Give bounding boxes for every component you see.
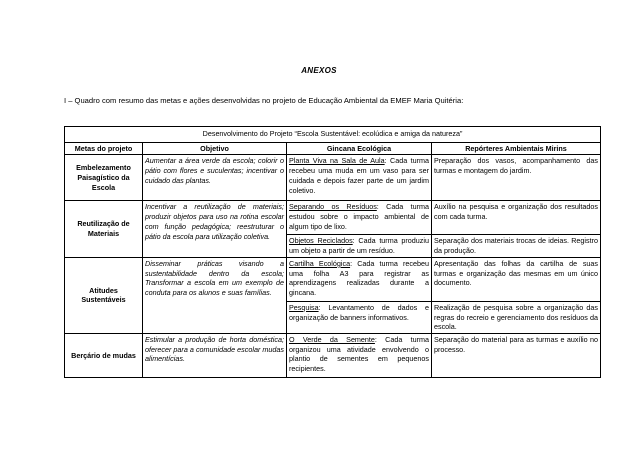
gincana-cell xyxy=(287,333,432,377)
activity-title: O Verde da Semente xyxy=(289,334,375,344)
reporteres-cell: Preparação dos vasos, acompanhamento das turmas e montagem do jardim. xyxy=(432,155,601,201)
reporteres-cell: Apresentação das folhas da cartilha de suas turmas e organização das mesmas em um único documento. xyxy=(432,257,601,301)
reporteres-cell: Auxílio na pesquisa e organização dos resultados com cada turma. xyxy=(432,201,601,235)
activity-title: Planta Viva na Sala de Aula xyxy=(289,156,385,166)
header-objetivo: Objetivo xyxy=(143,142,287,155)
activity-text: : Cada turma recebeu uma muda em um vaso para ser cuidada e depois fazer parte de um jardim coletivo. xyxy=(289,156,429,195)
meta-cell: Berçário de mudas xyxy=(65,333,143,377)
table-header-row xyxy=(65,142,601,155)
header-metas: Metas do projeto xyxy=(65,142,143,155)
intro-paragraph: I – Quadro com resumo das metas e ações desenvolvidas no projeto de Educação Ambiental da EMEF Maria Quitéria: xyxy=(64,96,464,105)
objetivo-cell: Aumentar a área verde da escola; colorir o pátio com flores e suculentas; incentivar o cuidado das plantas. xyxy=(143,155,287,201)
header-reporteres: Repórteres Ambientais Mirins xyxy=(432,142,601,155)
objetivo-cell: Incentivar a reutilização de materiais; produzir objetos para uso na rotina escolar com função pedagógica; reestruturar o pátio da escola para utilização coletiva. xyxy=(143,201,287,257)
gincana-cell xyxy=(287,235,432,257)
table-row xyxy=(65,201,601,235)
table-row xyxy=(65,155,601,201)
table-row xyxy=(65,257,601,301)
activity-text: : Cada turma organizou uma atividade envolvendo o plantio de sementes em pequenos recipientes. xyxy=(289,334,429,374)
gincana-cell xyxy=(287,201,432,235)
meta-cell: Embelezamento Paisagístico da Escola xyxy=(65,155,143,201)
activity-text: : Cada turma produziu um objeto a partir de um resíduo. xyxy=(289,236,429,256)
reporteres-cell: Separação dos materiais trocas de ideias. Registro da produção. xyxy=(432,235,601,257)
activity-text: : Levantamento de dados e organização de banners informativos. xyxy=(289,302,429,322)
objetivo-cell: Disseminar práticas visando a sustentabilidade dentro da escola; Transformar a escola em um exemplo de conduta para os alunos e suas famílias. xyxy=(143,257,287,333)
summary-table xyxy=(64,126,601,378)
gincana-cell xyxy=(287,155,432,201)
activity-title: Pesquisa xyxy=(289,302,319,312)
gincana-cell xyxy=(287,301,432,333)
table-row xyxy=(65,333,601,377)
gincana-cell xyxy=(287,257,432,301)
activity-title: Separando os Resíduos xyxy=(289,202,377,212)
table-caption: Desenvolvimento do Projeto “Escola Sustentável: ecolúdica e amiga da natureza” xyxy=(65,127,601,143)
header-gincana: Gincana Ecológica xyxy=(287,142,432,155)
table-caption-row xyxy=(65,127,601,143)
activity-title: Cartilha Ecológica xyxy=(289,258,351,268)
objetivo-cell: Estimular a produção de horta doméstica; oferecer para a comunidade escolar mudas alimentícias. xyxy=(143,333,287,377)
meta-cell: Atitudes Sustentáveis xyxy=(65,257,143,333)
meta-cell: Reutilização de Materiais xyxy=(65,201,143,257)
reporteres-cell: Separação do material para as turmas e auxílio no processo. xyxy=(432,333,601,377)
activity-text: : Cada turma recebeu uma folha A3 para registrar as aprendizagens realizadas durante a gincana. xyxy=(289,258,429,297)
page-title: ANEXOS xyxy=(301,66,337,75)
activity-title: Objetos Reciclados xyxy=(289,236,353,246)
activity-text: : Cada turma estudou sobre o impacto ambiental de algum tipo de lixo. xyxy=(289,202,430,231)
reporteres-cell: Realização de pesquisa sobre a organização das regras do recreio e gerenciamento dos resíduos da escola. xyxy=(432,301,601,333)
